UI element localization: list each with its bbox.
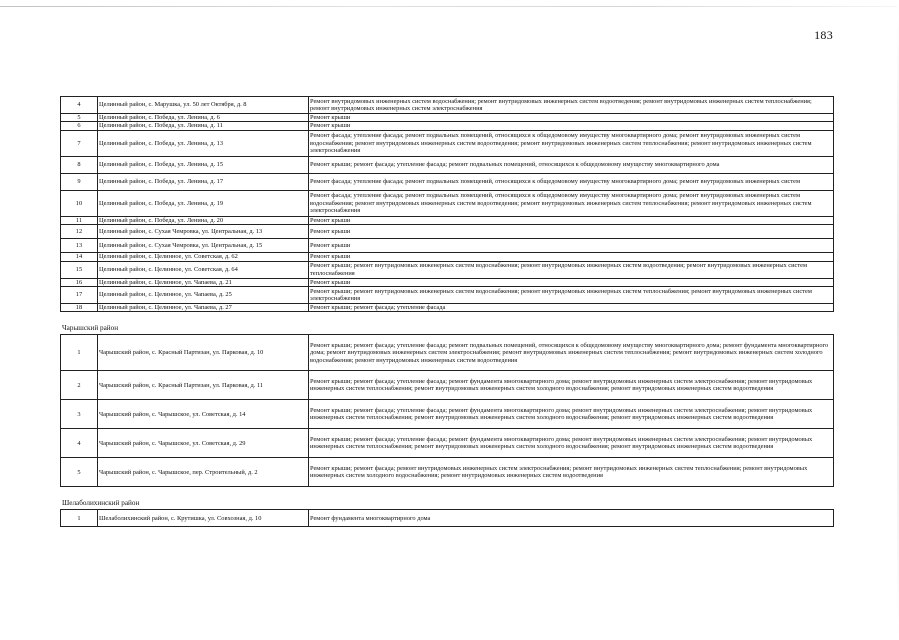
row-address: Целинный район, с. Победа, ул. Ленина, д. 20 — [98, 216, 309, 224]
row-works: Ремонт крыши — [309, 225, 834, 239]
row-works: Ремонт крыши; ремонт фасада; утепление фасада — [309, 304, 834, 312]
row-number: 6 — [61, 122, 98, 130]
row-number: 7 — [61, 130, 98, 156]
row-number: 3 — [61, 400, 98, 429]
row-number: 18 — [61, 304, 98, 312]
work-list-document — [60, 96, 833, 527]
row-works: Ремонт фасада; утепление фасада; ремонт подвальных помещений, относящихся к общедомовому имуществу многоквартирного дома; ремонт внутридомовых инженерных систем водоснабжения; ремонт внутридомовых инженерных систем водоотведения; ремонт внутридомовых инженерных систем теплоснабжения; ремонт внутридомовых инженерных систем электроснабжения — [309, 130, 834, 156]
table-row — [61, 429, 834, 458]
table-row — [61, 287, 834, 304]
row-address: Чарышский район, с. Красный Партизан, ул. Парковая, д. 10 — [98, 335, 309, 371]
row-number: 15 — [61, 261, 98, 278]
table-row — [61, 114, 834, 122]
page-number: 183 — [814, 28, 833, 42]
row-address: Чарышский район, с. Чарышское, ул. Советская, д. 29 — [98, 429, 309, 458]
row-number: 16 — [61, 278, 98, 286]
row-works: Ремонт крыши — [309, 216, 834, 224]
row-number: 14 — [61, 253, 98, 261]
row-number: 12 — [61, 225, 98, 239]
row-address: Целинный район, с. Целинное, ул. Советская, д. 64 — [98, 261, 309, 278]
district-heading: Чарышский район — [62, 324, 119, 333]
table-row — [61, 97, 834, 114]
row-number: 5 — [61, 114, 98, 122]
row-works: Ремонт фундамента многоквартирного дома — [309, 510, 834, 527]
row-number: 4 — [61, 97, 98, 114]
row-works: Ремонт крыши — [309, 122, 834, 130]
table-row — [61, 304, 834, 312]
table-row — [61, 122, 834, 130]
table-row — [61, 239, 834, 253]
row-address: Шелаболихинский район, с. Крутишка, ул. Совхозная, д. 10 — [98, 510, 309, 527]
row-address: Целинный район, с. Победа, ул. Ленина, д. 19 — [98, 190, 309, 216]
district-heading: Шелаболихинский район — [62, 499, 140, 508]
row-address: Чарышский район, с. Чарышское, пер. Строительный, д. 2 — [98, 458, 309, 487]
row-works: Ремонт крыши; ремонт фасада; утепление фасада; ремонт подвальных помещений, относящихся к общедомовому имуществу многоквартирного дома — [309, 156, 834, 173]
row-works: Ремонт крыши; ремонт фасада; утепление фасада; ремонт фундамента многоквартирного дома; ремонт внутридомовых инженерных систем электроснабжения; ремонт внутридомовых инженерных систем теплоснабжения; ремонт внутридомовых инженерных систем холодного водоснабжения; ремонт внутридомовых инженерных систем водоотведения — [309, 371, 834, 400]
table-row — [61, 400, 834, 429]
row-address: Целинный район, с. Целинное, ул. Чапаева, д. 21 — [98, 278, 309, 286]
row-address: Целинный район, с. Победа, ул. Ленина, д. 11 — [98, 122, 309, 130]
row-works: Ремонт крыши; ремонт фасада; ремонт внутридомовых инженерных систем электроснабжения; ремонт внутридомовых инженерных систем теплоснабжения; ремонт внутридомовых инженерных систем холодного водоснабжения; ремонт внутридомовых инженерных систем водоотведения — [309, 458, 834, 487]
row-number: 13 — [61, 239, 98, 253]
row-address: Чарышский район, с. Красный Партизан, ул. Парковая, д. 11 — [98, 371, 309, 400]
row-works: Ремонт крыши — [309, 114, 834, 122]
district-table — [60, 96, 834, 312]
row-number: 4 — [61, 429, 98, 458]
row-number: 10 — [61, 190, 98, 216]
row-works: Ремонт внутридомовых инженерных систем водоснабжения; ремонт внутридомовых инженерных систем водоотведения; ремонт внутридомовых инженерных систем теплоснабжения; ремонт внутридомовых инженерных систем электроснабжения — [309, 97, 834, 114]
row-works: Ремонт фасада; утепление фасада; ремонт подвальных помещений, относящихся к общедомовому имуществу многоквартирного дома; ремонт внутридомовых инженерных систем — [309, 173, 834, 190]
row-works: Ремонт крыши; ремонт внутридомовых инженерных систем водоснабжения; ремонт внутридомовых инженерных систем водоотведения; ремонт внутридомовых инженерных систем теплоснабжения — [309, 261, 834, 278]
table-row — [61, 510, 834, 527]
table-row — [61, 225, 834, 239]
table-row — [61, 371, 834, 400]
row-works: Ремонт крыши; ремонт внутридомовых инженерных систем водоснабжения; ремонт внутридомовых инженерных систем теплоснабжения; ремонт внутридомовых инженерных систем электроснабжения — [309, 287, 834, 304]
table-row — [61, 278, 834, 286]
table-row — [61, 130, 834, 156]
row-number: 5 — [61, 458, 98, 487]
row-address: Целинный район, с. Марушка, ул. 50 лет Октября, д. 8 — [98, 97, 309, 114]
district-table — [60, 509, 834, 527]
row-works: Ремонт крыши; ремонт фасада; утепление фасада; ремонт фундамента многоквартирного дома; ремонт внутридомовых инженерных систем электроснабжения; ремонт внутридомовых инженерных систем теплоснабжения; ремонт внутридомовых инженерных систем холодного водоснабжения; ремонт внутридомовых инженерных систем водоотведения — [309, 400, 834, 429]
row-number: 1 — [61, 335, 98, 371]
row-address: Чарышский район, с. Чарышское, ул. Советская, д. 14 — [98, 400, 309, 429]
row-address: Целинный район, с. Целинное, ул. Чапаева, д. 27 — [98, 304, 309, 312]
row-address: Целинный район, с. Сухая Чемровка, ул. Центральная, д. 13 — [98, 225, 309, 239]
row-works: Ремонт крыши — [309, 239, 834, 253]
row-address: Целинный район, с. Целинное, ул. Советская, д. 62 — [98, 253, 309, 261]
row-works: Ремонт крыши — [309, 253, 834, 261]
row-number: 8 — [61, 156, 98, 173]
row-address: Целинный район, с. Победа, ул. Ленина, д. 6 — [98, 114, 309, 122]
table-row — [61, 190, 834, 216]
table-row — [61, 173, 834, 190]
row-address: Целинный район, с. Целинное, ул. Чапаева, д. 25 — [98, 287, 309, 304]
row-number: 11 — [61, 216, 98, 224]
table-row — [61, 156, 834, 173]
row-works: Ремонт крыши; ремонт фасада; утепление фасада; ремонт подвальных помещений, относящихся к общедомовому имуществу многоквартирного дома; ремонт фундамента многоквартирного дома; ремонт внутридомовых инженерных систем электроснабжения; ремонт внутридомовых инженерных систем теплоснабжения; ремонт внутридомовых инженерных систем холодного водоснабжения; ремонт внутридомовых инженерных систем водоотведения — [309, 335, 834, 371]
district-table — [60, 334, 834, 487]
table-row — [61, 458, 834, 487]
row-address: Целинный район, с. Победа, ул. Ленина, д. 17 — [98, 173, 309, 190]
row-address: Целинный район, с. Победа, ул. Ленина, д. 13 — [98, 130, 309, 156]
row-number: 9 — [61, 173, 98, 190]
row-works: Ремонт крыши — [309, 278, 834, 286]
row-works: Ремонт крыши; ремонт фасада; утепление фасада; ремонт фундамента многоквартирного дома; ремонт внутридомовых инженерных систем электроснабжения; ремонт внутридомовых инженерных систем теплоснабжения; ремонт внутридомовых инженерных систем холодного водоснабжения; ремонт внутридомовых инженерных систем водоотведения — [309, 429, 834, 458]
row-number: 17 — [61, 287, 98, 304]
table-row — [61, 253, 834, 261]
table-row — [61, 261, 834, 278]
row-works: Ремонт фасада; утепление фасада; ремонт подвальных помещений, относящихся к общедомовому имуществу многоквартирного дома; ремонт внутридомовых инженерных систем водоснабжения; ремонт внутридомовых инженерных систем водоотведения; ремонт внутридомовых инженерных систем теплоснабжения; ремонт внутридомовых инженерных систем электроснабжения — [309, 190, 834, 216]
table-row — [61, 335, 834, 371]
scan-edge-line — [0, 6, 899, 7]
row-address: Целинный район, с. Победа, ул. Ленина, д. 15 — [98, 156, 309, 173]
row-address: Целинный район, с. Сухая Чемровка, ул. Центральная, д. 15 — [98, 239, 309, 253]
row-number: 2 — [61, 371, 98, 400]
row-number: 1 — [61, 510, 98, 527]
table-row — [61, 216, 834, 224]
